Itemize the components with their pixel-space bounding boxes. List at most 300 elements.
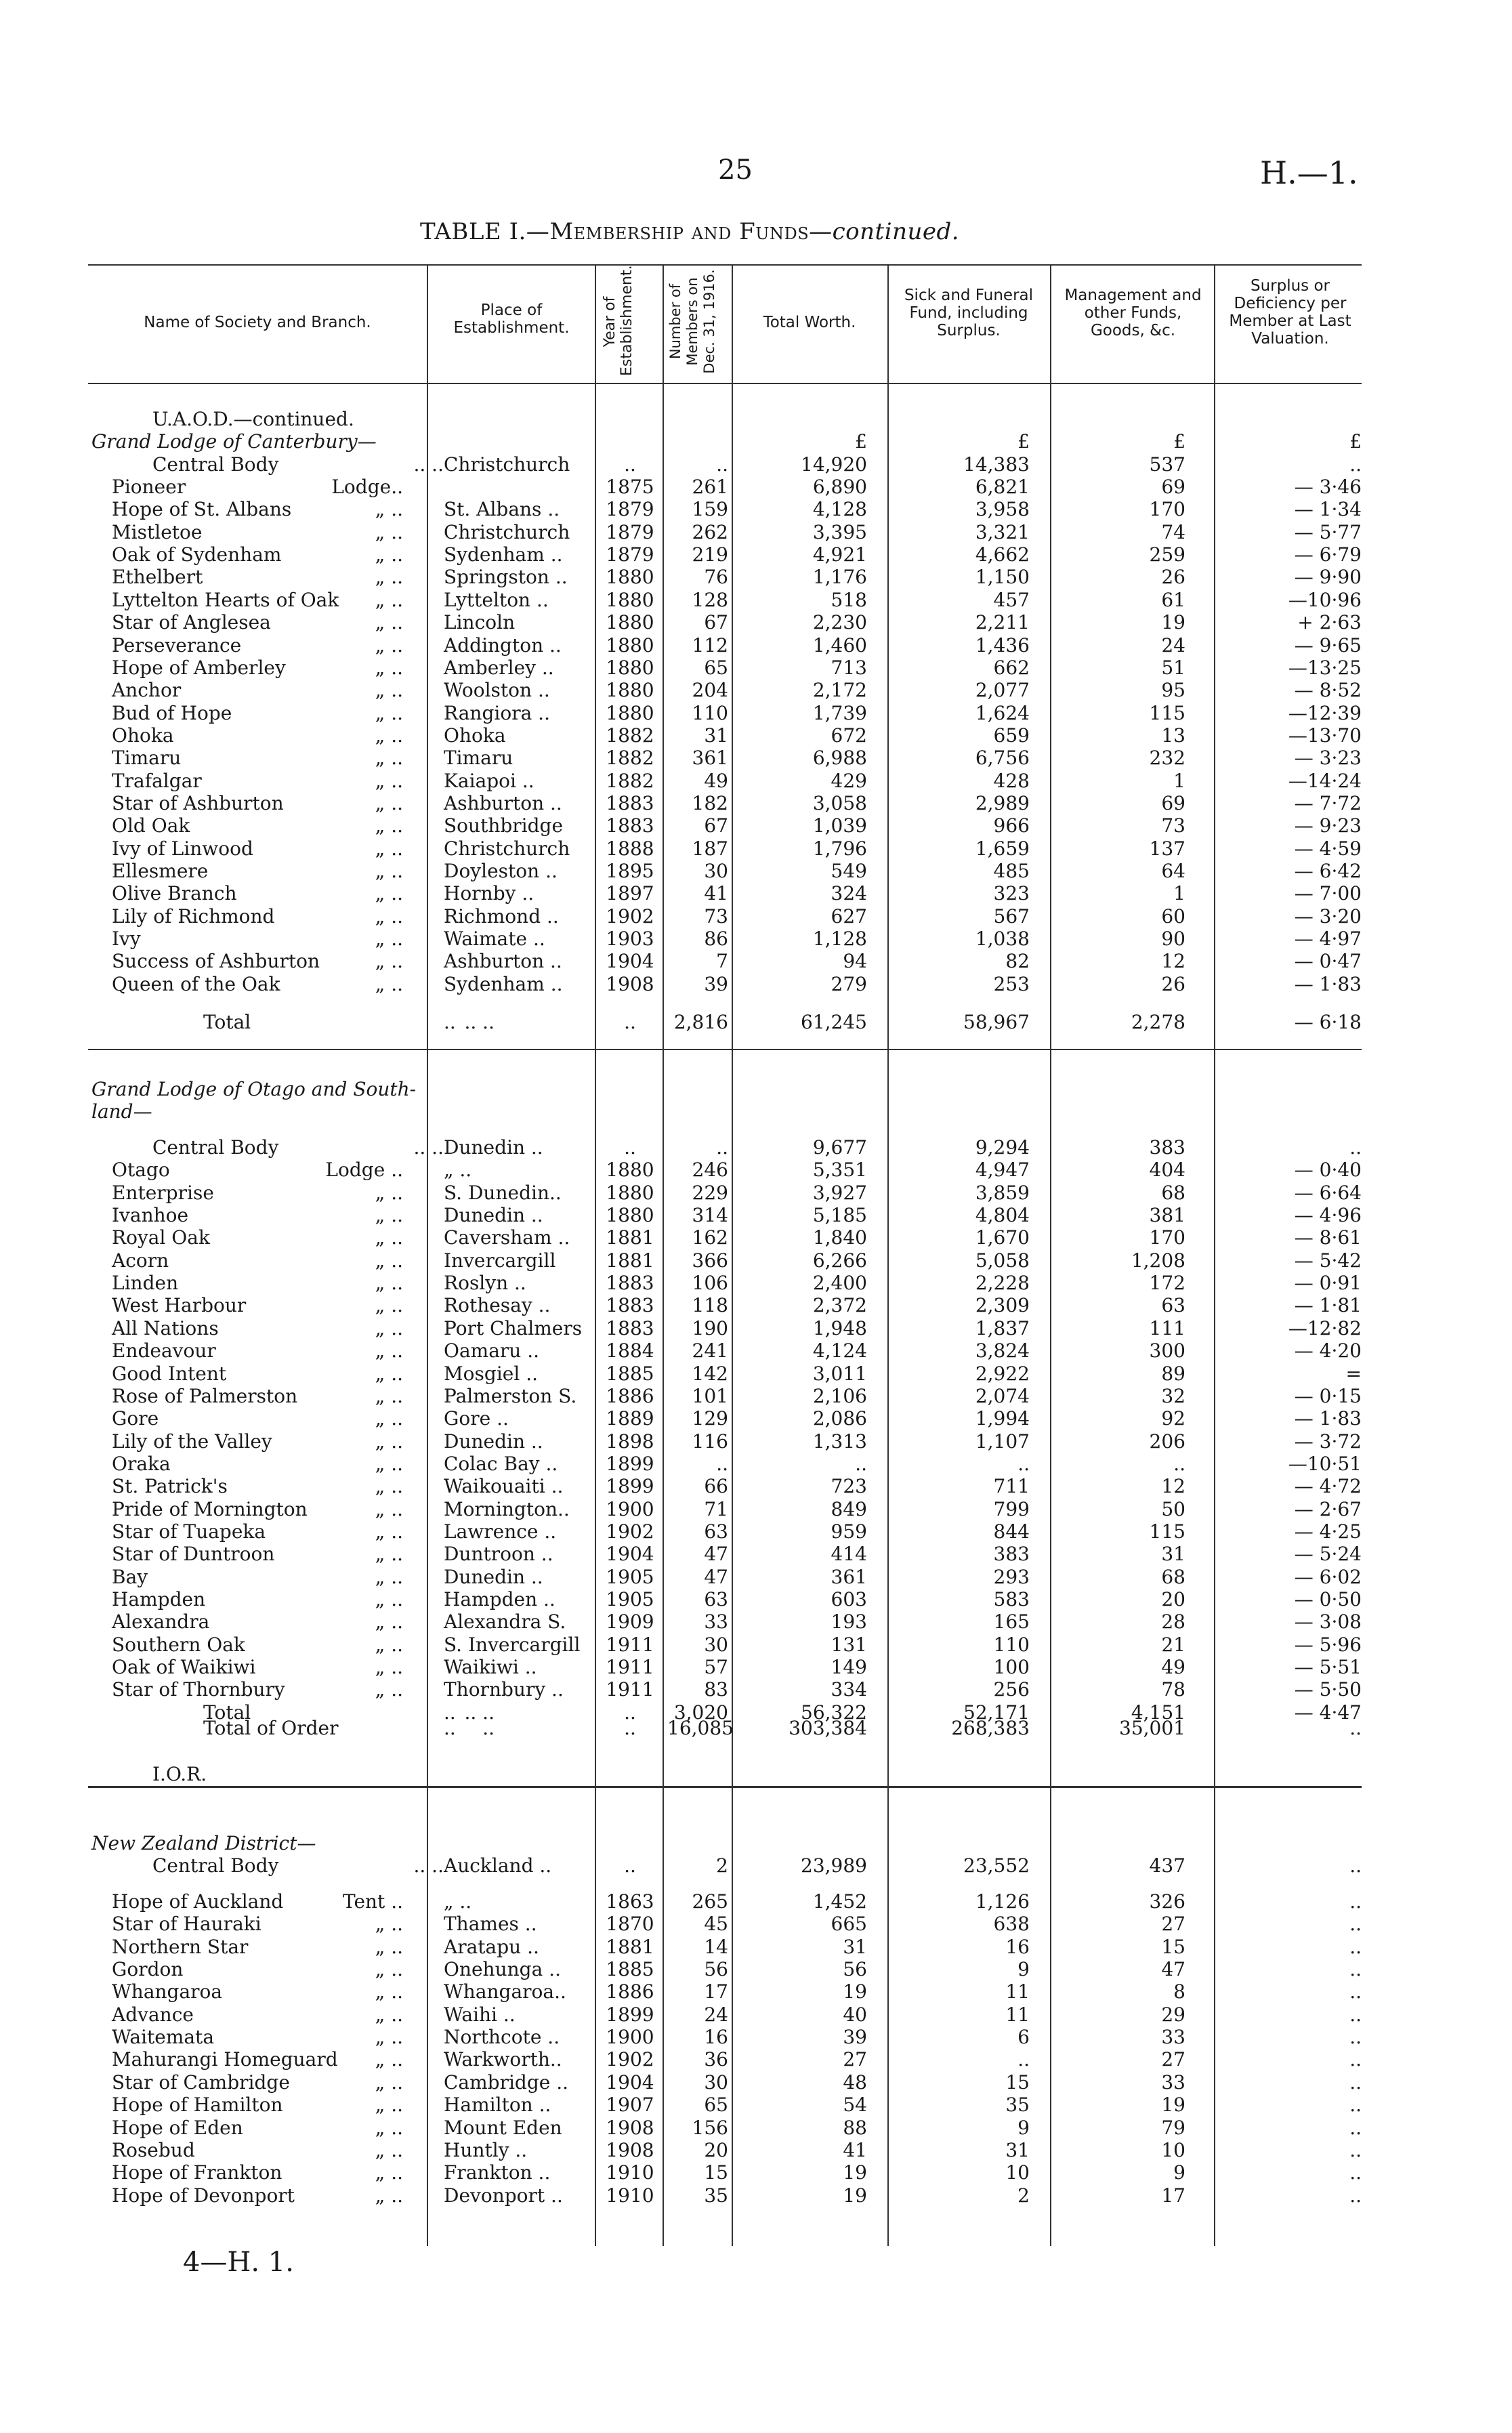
mgmt-cell: 170 <box>1149 498 1185 521</box>
total-cell: 6,266 <box>812 1249 867 1272</box>
sick-cell: 9 <box>1017 1958 1030 1981</box>
surplus-cell: — 5·24 <box>1294 1543 1362 1566</box>
leader-dots: „ .. <box>375 1384 403 1407</box>
place-cell: Auckland .. <box>444 1854 552 1877</box>
members-cell: 106 <box>692 1272 728 1295</box>
table-row <box>0 1159 1512 1181</box>
total-cell: 40 <box>843 2003 867 2026</box>
branch-name-cell <box>112 1980 410 2003</box>
branch-name: Star of Anglesea <box>112 611 271 634</box>
table-row <box>0 611 1512 633</box>
branch-name-cell <box>112 1272 410 1294</box>
leader-dots: „ .. <box>375 543 403 566</box>
place-cell: Waikouaiti .. <box>444 1475 564 1498</box>
leader-dots: .. .. <box>413 1136 444 1159</box>
branch-name-cell <box>112 2161 410 2184</box>
branch-name: Hope of Hamilton <box>112 2094 283 2117</box>
total-cell: 2,172 <box>812 679 867 702</box>
members-cell: 16,085 <box>667 1717 734 1739</box>
table-row <box>0 1249 1512 1272</box>
leader-dots: „ .. <box>375 1913 403 1936</box>
branch-name: Mahurangi Homeguard <box>112 2048 338 2071</box>
mgmt-cell: 2,278 <box>1131 1011 1185 1033</box>
place-cell: Woolston .. <box>444 679 550 702</box>
branch-name-cell <box>112 2048 410 2071</box>
sick-cell: 711 <box>993 1475 1030 1498</box>
total-row <box>0 1011 1512 1033</box>
place-cell: Aratapu .. <box>444 1935 539 1958</box>
total-cell: 19 <box>843 1980 867 2003</box>
sick-cell: 323 <box>993 882 1030 905</box>
sick-cell: 23,552 <box>963 1854 1030 1877</box>
place-cell: Cambridge .. <box>444 2071 569 2094</box>
branch-name: Success of Ashburton <box>112 950 320 973</box>
leader-dots: „ .. <box>375 814 403 837</box>
place-cell: Springston .. <box>444 566 568 589</box>
leader-dots: „ .. <box>375 2071 403 2094</box>
members-cell: 7 <box>716 950 728 973</box>
table-row <box>0 1936 1512 1958</box>
branch-name: Southern Oak <box>112 1633 245 1656</box>
place-cell: Thames .. <box>444 1913 537 1936</box>
table-row <box>0 1385 1512 1407</box>
surplus-cell: — 4·72 <box>1294 1475 1362 1498</box>
total-cell: 27 <box>843 2048 867 2071</box>
mgmt-cell: 537 <box>1149 453 1185 476</box>
branch-name-cell <box>112 814 410 837</box>
table-row <box>0 476 1512 498</box>
sick-cell: 253 <box>993 972 1030 995</box>
place-cell: Christchurch <box>444 520 570 543</box>
year-cell: 1879 <box>606 498 654 521</box>
mgmt-cell: 17 <box>1161 2184 1185 2207</box>
year-cell: 1883 <box>606 1316 654 1339</box>
table-row <box>0 1890 1512 1913</box>
table-row <box>0 634 1512 657</box>
year-cell: 1903 <box>606 928 654 951</box>
header-members: Number of Members on Dec. 31, 1916. <box>667 269 717 374</box>
mgmt-cell: 90 <box>1161 928 1185 951</box>
year-cell: 1880 <box>606 611 654 634</box>
branch-name-cell <box>112 1294 410 1316</box>
mgmt-cell: 69 <box>1161 791 1185 814</box>
leader-dots: .. .. <box>464 1701 495 1724</box>
total-cell: £ <box>855 430 867 453</box>
surplus-cell: — 1·81 <box>1294 1294 1362 1317</box>
table-row <box>0 566 1512 588</box>
header-year: Year of Establishment. <box>602 265 635 376</box>
mgmt-cell: 89 <box>1161 1362 1185 1385</box>
mgmt-cell: 33 <box>1161 2071 1185 2094</box>
total-cell: 2,106 <box>812 1384 867 1407</box>
year-cell: 1880 <box>606 1159 654 1182</box>
header-bottom-rule <box>88 383 1362 384</box>
surplus-cell: .. <box>1349 1890 1362 1913</box>
members-cell: 67 <box>704 611 728 634</box>
members-cell: 219 <box>692 543 728 566</box>
place-cell: Mount Eden <box>444 2116 562 2139</box>
table-row <box>0 770 1512 792</box>
branch-name: Alexandra <box>112 1610 210 1634</box>
sick-cell: 293 <box>993 1565 1030 1588</box>
sick-cell: 165 <box>993 1610 1030 1634</box>
branch-name: Grand Lodge of Otago and South- <box>91 1078 417 1100</box>
total-cell: 39 <box>843 2026 867 2049</box>
year-cell: 1885 <box>606 1958 654 1981</box>
header-surplus: Surplus or Deficiency per Member at Last Valuation. <box>1229 277 1351 348</box>
branch-name-cell <box>112 747 410 769</box>
mgmt-cell: 232 <box>1149 747 1185 770</box>
branch-name-cell <box>112 1363 410 1385</box>
table-row <box>0 1339 1512 1362</box>
sick-cell: 110 <box>993 1633 1030 1656</box>
members-cell: 116 <box>692 1430 728 1453</box>
sick-cell: 567 <box>993 904 1030 928</box>
members-cell: 262 <box>692 520 728 543</box>
total-cell: 627 <box>831 904 867 928</box>
sick-cell: 16 <box>1005 1935 1030 1958</box>
leader-dots: .. .. <box>464 1011 495 1033</box>
total-cell: 48 <box>843 2071 867 2094</box>
sick-cell: 383 <box>993 1543 1030 1566</box>
place-cell: Mornington.. <box>444 1497 570 1520</box>
branch-name: Enterprise <box>112 1181 214 1204</box>
table-row <box>0 928 1512 950</box>
table-row <box>0 2048 1512 2071</box>
members-cell: 30 <box>704 2071 728 2094</box>
surplus-cell: .. <box>1349 1136 1362 1159</box>
year-cell: 1911 <box>606 1656 654 1679</box>
branch-name: Ohoka <box>112 724 174 747</box>
sick-cell: 82 <box>1005 950 1030 973</box>
sick-cell: .. <box>1017 2048 1030 2071</box>
place-cell: Waihi .. <box>444 2003 516 2026</box>
branch-name-cell <box>152 1763 450 1785</box>
total-cell: 429 <box>831 769 867 792</box>
year-cell: 1886 <box>606 1980 654 2003</box>
total-cell: .. <box>855 1452 867 1475</box>
leader-dots: Lodge .. <box>325 1159 403 1182</box>
members-cell: 159 <box>692 498 728 521</box>
surplus-cell: .. <box>1349 1717 1362 1739</box>
branch-name: Trafalgar <box>112 769 202 792</box>
mgmt-cell: 63 <box>1161 1294 1185 1317</box>
sick-cell: 1,038 <box>975 928 1030 951</box>
year-cell: 1908 <box>606 2138 654 2161</box>
sick-cell: 11 <box>1005 2003 1030 2026</box>
mgmt-cell: 50 <box>1161 1497 1185 1520</box>
branch-name: Oak of Sydenham <box>112 543 282 566</box>
leader-dots: „ .. <box>375 950 403 973</box>
table-row <box>0 1272 1512 1294</box>
sick-cell: 9,294 <box>975 1136 1030 1159</box>
leader-dots: „ .. <box>375 1339 403 1363</box>
table-row <box>0 1317 1512 1339</box>
members-cell: 24 <box>704 2003 728 2026</box>
table-row <box>0 2139 1512 2161</box>
surplus-cell: — 4·25 <box>1294 1520 1362 1543</box>
surplus-cell: — 1·34 <box>1294 498 1362 521</box>
mgmt-cell: 111 <box>1149 1316 1185 1339</box>
branch-name: Ivy of Linwood <box>112 837 253 860</box>
year-cell: 1883 <box>606 1272 654 1295</box>
table-row <box>0 702 1512 724</box>
year-cell: 1882 <box>606 747 654 770</box>
surplus-cell: .. <box>1349 453 1362 476</box>
branch-name: Hope of Auckland <box>112 1890 284 1913</box>
mgmt-cell: 12 <box>1161 1475 1185 1498</box>
total-cell: 5,185 <box>812 1204 867 1227</box>
sick-cell: 4,947 <box>975 1159 1030 1182</box>
surplus-cell: .. <box>1349 2026 1362 2049</box>
mgmt-cell: 26 <box>1161 972 1185 995</box>
total-cell: 1,948 <box>812 1316 867 1339</box>
branch-name: Olive Branch <box>112 882 237 905</box>
place-cell: Hampden .. <box>444 1588 555 1610</box>
total-cell: 1,796 <box>812 837 867 860</box>
sick-cell: 2,074 <box>975 1384 1030 1407</box>
members-cell: 36 <box>704 2048 728 2071</box>
mgmt-cell: 115 <box>1149 1520 1185 1543</box>
sick-cell: 6,821 <box>975 476 1030 499</box>
members-cell: .. <box>716 1136 728 1159</box>
table-top-rule <box>88 264 1362 266</box>
place-cell: Dunedin .. <box>444 1565 543 1588</box>
total-cell: 672 <box>831 724 867 747</box>
place-cell: Lawrence .. <box>444 1520 557 1543</box>
leader-dots: „ .. <box>375 1588 403 1610</box>
year-cell: .. <box>624 453 636 476</box>
surplus-cell: — 1·83 <box>1294 972 1362 995</box>
members-cell: 15 <box>704 2161 728 2184</box>
table-row <box>0 2026 1512 2048</box>
members-cell: 142 <box>692 1362 728 1385</box>
surplus-cell: —13·70 <box>1288 724 1362 747</box>
table-row <box>0 1182 1512 1204</box>
title-smallcaps: Membership and Funds <box>549 218 810 245</box>
table-row <box>0 837 1512 860</box>
total-cell: 959 <box>831 1520 867 1543</box>
branch-name: Central Body <box>152 453 279 476</box>
place-cell: Waikiwi .. <box>444 1656 537 1679</box>
branch-name-cell <box>112 1543 410 1565</box>
leader-dots: „ .. <box>375 1958 403 1981</box>
place-cell: Christchurch <box>444 453 570 476</box>
place-cell: Dunedin .. <box>444 1204 543 1227</box>
year-cell: 1880 <box>606 588 654 611</box>
surplus-cell: — 0·50 <box>1294 1588 1362 1610</box>
members-cell: 39 <box>704 972 728 995</box>
sick-cell: 1,837 <box>975 1316 1030 1339</box>
table-row <box>0 2184 1512 2207</box>
surplus-cell: —10·51 <box>1288 1452 1362 1475</box>
surplus-cell: — 9·90 <box>1294 566 1362 589</box>
mgmt-cell: 33 <box>1161 2026 1185 2049</box>
year-cell: 1907 <box>606 2094 654 2117</box>
members-cell: 182 <box>692 791 728 814</box>
leader-dots: „ .. <box>375 566 403 589</box>
total-cell: 2,400 <box>812 1272 867 1295</box>
mgmt-cell: 10 <box>1161 2138 1185 2161</box>
place-cell: Warkworth.. <box>444 2048 562 2071</box>
sick-cell: 3,958 <box>975 498 1030 521</box>
members-cell: 241 <box>692 1339 728 1363</box>
surplus-cell: .. <box>1349 1854 1362 1877</box>
members-cell: 73 <box>704 904 728 928</box>
surplus-cell: — 0·40 <box>1294 1159 1362 1182</box>
sick-cell: 14,383 <box>963 453 1030 476</box>
table-row <box>0 1136 1512 1159</box>
place-cell: „ .. <box>444 1890 472 1913</box>
membership-table <box>0 261 1512 2293</box>
year-cell: 1880 <box>606 656 654 679</box>
members-cell: 83 <box>704 1678 728 1701</box>
sick-cell: 256 <box>993 1678 1030 1701</box>
members-cell: 361 <box>692 747 728 770</box>
header-name: Name of Society and Branch. <box>144 314 371 331</box>
year-cell: 1863 <box>606 1890 654 1913</box>
sick-cell: 485 <box>993 860 1030 882</box>
sick-cell: .. <box>1017 1452 1030 1475</box>
place-cell: Lyttelton .. <box>444 588 549 611</box>
sick-cell: 2,228 <box>975 1272 1030 1295</box>
leader-dots: „ .. <box>375 1543 403 1566</box>
members-cell: 229 <box>692 1181 728 1204</box>
mgmt-cell: 8 <box>1173 1980 1185 2003</box>
year-cell: 1880 <box>606 566 654 589</box>
surplus-cell: — 7·72 <box>1294 791 1362 814</box>
place-cell: S. Invercargill <box>444 1633 581 1656</box>
members-cell: 16 <box>704 2026 728 2049</box>
mgmt-cell: 13 <box>1161 724 1185 747</box>
branch-name-cell <box>112 1339 410 1362</box>
branch-name-cell <box>112 589 410 611</box>
place-cell: „ .. <box>444 1159 472 1182</box>
branch-name: Star of Duntroon <box>112 1543 275 1566</box>
mgmt-cell: 9 <box>1173 2161 1185 2184</box>
sick-cell: 2,922 <box>975 1362 1030 1385</box>
table-row <box>0 1656 1512 1678</box>
total-cell: 1,313 <box>812 1430 867 1453</box>
surplus-cell: — 6·18 <box>1294 1011 1362 1033</box>
branch-name-cell <box>112 634 410 657</box>
surplus-cell: — 5·42 <box>1294 1249 1362 1272</box>
place-cell: Roslyn .. <box>444 1272 526 1295</box>
surplus-cell: — 8·52 <box>1294 679 1362 702</box>
branch-name-cell <box>112 2003 410 2026</box>
branch-name: Gordon <box>112 1958 184 1981</box>
sick-cell: 35 <box>1005 2094 1030 2117</box>
branch-name-cell <box>112 1610 410 1633</box>
members-cell: .. <box>716 1452 728 1475</box>
members-cell: 366 <box>692 1249 728 1272</box>
mgmt-cell: 78 <box>1161 1678 1185 1701</box>
total-cell: 1,176 <box>812 566 867 589</box>
year-cell: 1905 <box>606 1565 654 1588</box>
table-row <box>0 2071 1512 2094</box>
year-cell: 1908 <box>606 2116 654 2139</box>
leader-dots: „ .. <box>375 1294 403 1317</box>
sick-cell: 428 <box>993 769 1030 792</box>
year-cell: 1875 <box>606 476 654 499</box>
mgmt-cell: .. <box>1173 1452 1185 1475</box>
leader-dots: „ .. <box>375 2161 403 2184</box>
total-cell: 2,086 <box>812 1407 867 1430</box>
surplus-cell: —12·39 <box>1288 701 1362 724</box>
branch-name-cell <box>112 1520 410 1543</box>
members-cell: 128 <box>692 588 728 611</box>
mgmt-cell: 1 <box>1173 769 1185 792</box>
place-cell: Colac Bay .. <box>444 1452 558 1475</box>
sick-cell: 3,824 <box>975 1339 1030 1363</box>
sick-cell: 100 <box>993 1656 1030 1679</box>
year-cell: 1888 <box>606 837 654 860</box>
sick-cell: 662 <box>993 656 1030 679</box>
leader-dots: „ .. <box>375 928 403 951</box>
branch-name: Perseverance <box>112 633 242 657</box>
surplus-cell: — 0·15 <box>1294 1384 1362 1407</box>
page-footer-signature: 4—H. 1. <box>183 2247 294 2278</box>
sick-cell: 1,994 <box>975 1407 1030 1430</box>
table-row <box>0 1430 1512 1453</box>
leader-dots: „ .. <box>375 588 403 611</box>
branch-name: Star of Cambridge <box>112 2071 290 2094</box>
place-cell: Northcote .. <box>444 2026 560 2049</box>
members-cell: 65 <box>704 656 728 679</box>
year-cell: 1883 <box>606 814 654 837</box>
sick-cell: £ <box>1017 430 1030 453</box>
members-cell: 3,020 <box>673 1701 728 1724</box>
branch-name: U.A.O.D.—continued. <box>152 408 354 430</box>
place-cell: Waimate .. <box>444 928 545 951</box>
members-cell: 35 <box>704 2184 728 2207</box>
total-cell: 5,351 <box>812 1159 867 1182</box>
branch-name-cell <box>112 1182 410 1204</box>
year-cell: 1886 <box>606 1384 654 1407</box>
total-cell: 4,921 <box>812 543 867 566</box>
place-cell: Christchurch <box>444 837 570 860</box>
branch-name-cell <box>112 724 410 747</box>
year-cell: 1880 <box>606 679 654 702</box>
members-cell: 86 <box>704 928 728 951</box>
year-cell: 1882 <box>606 769 654 792</box>
total-cell: 23,989 <box>801 1854 867 1877</box>
sick-cell: 1,126 <box>975 1890 1030 1913</box>
place-cell: Huntly .. <box>444 2138 528 2161</box>
total-cell: 1,739 <box>812 701 867 724</box>
total-cell: 31 <box>843 1935 867 1958</box>
members-cell: 187 <box>692 837 728 860</box>
surplus-cell: — 5·96 <box>1294 1633 1362 1656</box>
place-cell: Devonport .. <box>444 2184 563 2207</box>
branch-name-cell <box>112 1656 410 1678</box>
total-cell: 3,011 <box>812 1362 867 1385</box>
members-cell: 204 <box>692 679 728 702</box>
mgmt-cell: 95 <box>1161 679 1185 702</box>
table-row <box>0 1407 1512 1430</box>
mgmt-cell: 404 <box>1149 1159 1185 1182</box>
branch-name-cell <box>112 1159 410 1181</box>
year-cell: .. <box>624 1717 636 1739</box>
place-cell: Dunedin .. <box>444 1430 543 1453</box>
sick-cell: 3,859 <box>975 1181 1030 1204</box>
mgmt-cell: 1,208 <box>1131 1249 1185 1272</box>
surplus-cell: .. <box>1349 1935 1362 1958</box>
place-cell: Sydenham .. <box>444 972 563 995</box>
branch-name-cell <box>112 679 410 701</box>
header-management: Management and other Funds, Goods, &c. <box>1064 287 1202 339</box>
branch-name-cell <box>112 770 410 792</box>
